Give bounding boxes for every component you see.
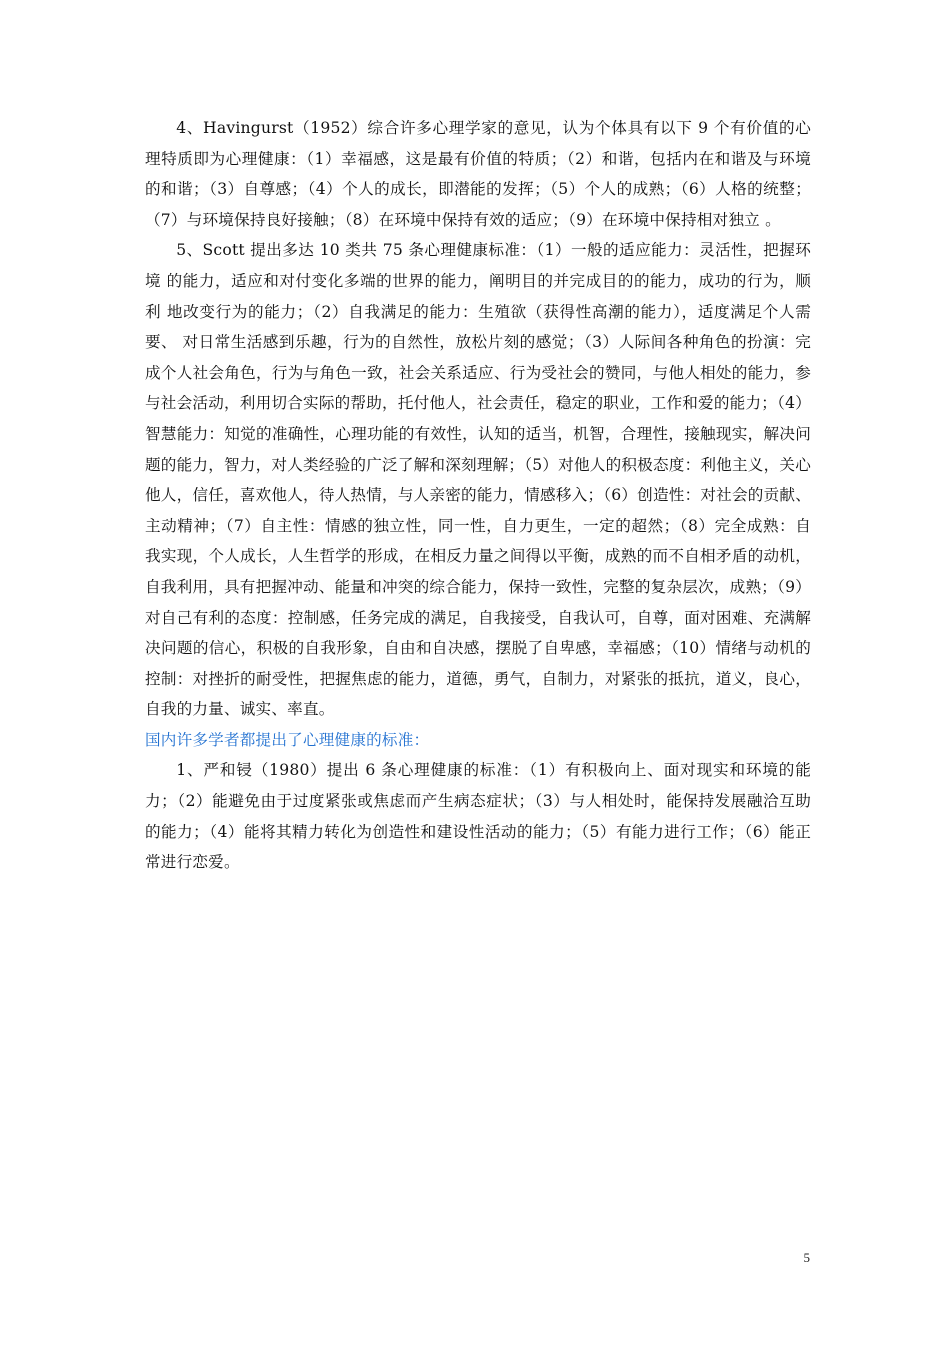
paragraph-scott: 5、Scott 提出多达 10 类共 75 条心理健康标准：（1）一般的适应能力：灵活性，把握环境 的能力，适应和对付变化多端的世界的能力，阐明目的并完成目的的能力，成功的行为，顺利 地改变行为的能力；（2）自我满足的能力：生殖欲（获得性高潮的能力），适度满足个人需要、 对日常生活感到乐趣，行为的自然性，放松片刻的感觉；（3）人际间各种角色的扮演：完成个人社会角色，行为与角色一致，社会关系适应、行为受社会的赞同，与他人相处的能力，参与社会活动，利用切合实际的帮助，托付他人，社会责任，稳定的职业，工作和爱的能力；（4）智慧能力：知觉的准确性，心理功能的有效性，认知的适当，机智，合理性，接触现实，解决问题的能力，智力，对人类经验的广泛了解和深刻理解；（5）对他人的积极态度：利他主义，关心他人，信任，喜欢他人，待人热情，与人亲密的能力，情感移入；（6）创造性：对社会的贡献、主动精神；（7）自主性：情感的独立性，同一性，自力更生，一定的超然；（8）完全成熟：自我实现，个人成长，人生哲学的形成，在相反力量之间得以平衡，成熟的而不自相矛盾的动机，自我利用，具有把握冲动、能量和冲突的综合能力，保持一致性，完整的复杂层次，成熟；（9）对自己有利的态度：控制感，任务完成的满足，自我接受，自我认可，自尊，面对困难、充满解决问题的信心，积极的自我形象，自由和自决感，摆脱了自卑感，幸福感；（10）情绪与动机的控制：对挫折的耐受性，把握焦虑的能力，道德，勇气，自制力，对紧张的抵抗，道义，良心，自我的力量、诚实、率直。: [145, 241, 811, 719]
section-heading: 国内许多学者都提出了心理健康的标准：: [145, 730, 430, 749]
page-content: [145, 113, 811, 878]
paragraph-yan-heqin: 1、严和锓（1980）提出 6 条心理健康的标准：（1）有积极向上、面对现实和环境的能力；（2）能避免由于过度紧张或焦虑而产生病态症状；（3）与人相处时，能保持发展融洽互助的能力；（4）能将其精力转化为创造性和建设性活动的能力；（5）有能力进行工作；（6）能正常进行恋爱。: [145, 761, 811, 872]
paragraph-havingurst: 4、Havingurst（1952）综合许多心理学家的意见，认为个体具有以下 9 个有价值的心理特质即为心理健康：（1）幸福感，这是最有价值的特质；（2）和谐，包括内在和谐及与环境的和谐；（3）自尊感；（4）个人的成长，即潜能的发挥；（5）个人的成熟；（6）人格的统整；（7）与环境保持良好接触；（8）在环境中保持有效的适应；（9）在环境中保持相对独立 。: [145, 119, 811, 229]
page-number: 5: [803, 1250, 810, 1265]
